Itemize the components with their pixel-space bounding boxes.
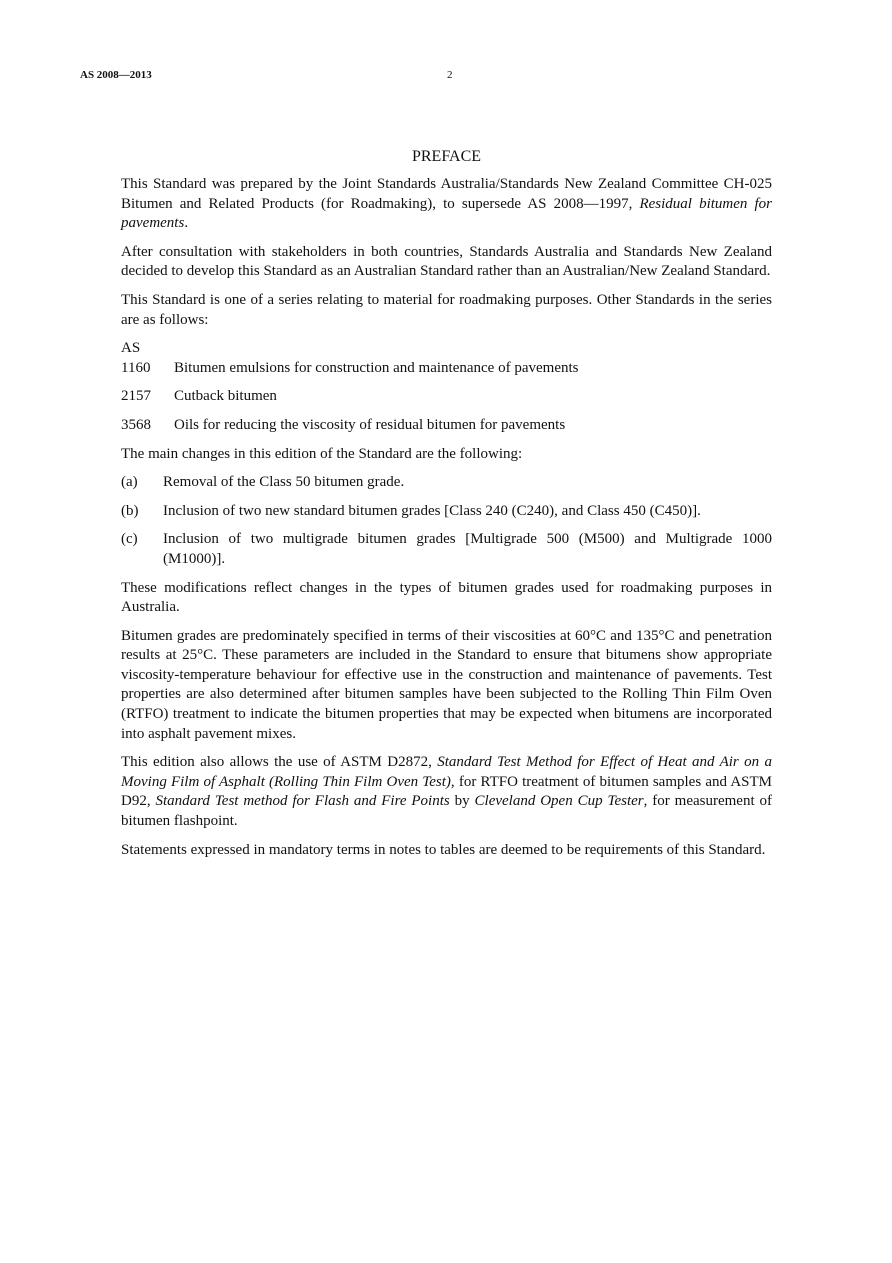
paragraph-mandatory-statements: Statements expressed in mandatory terms in notes to tables are deemed to be requirements of this Standard.	[121, 841, 766, 858]
change-item-label: (c)	[121, 531, 138, 548]
change-item-text: Inclusion of two multigrade bitumen grades [Multigrade 500 (M500) and Multigrade 1000 (M1000)].	[163, 531, 772, 567]
cleveland-tester-title: Cleveland Open Cup Tester	[474, 793, 644, 810]
change-item-label: (b)	[121, 502, 139, 519]
paragraph-test-methods: This edition also allows the use of ASTM D2872, Standard Test Method for Effect of Heat and Air on a Moving Film of Asphalt (Rolling Thin Film Oven Test), for RTFO treatment of bitumen samples and ASTM D92, Standard Test method for Flash and Fire Points by Cleveland Open Cup Tester, for measurement of bitumen flashpoint.	[121, 754, 772, 830]
series-heading: AS	[121, 340, 141, 357]
preface-content	[121, 147, 772, 869]
paragraph-modifications: These modifications reflect changes in the types of bitumen grades used for roadmaking purposes in Australia.	[121, 579, 772, 616]
change-item	[121, 530, 772, 569]
preface-title: PREFACE	[411, 148, 482, 165]
change-item-text: Removal of the Class 50 bitumen grade.	[163, 474, 405, 491]
astm-d2872-title: Standard Test Method for Effect of Heat and Air on a Moving Film of Asphalt (Rolling Thin Film Oven Test)	[121, 754, 772, 790]
series-item-number: 1160	[121, 359, 151, 376]
superseded-standard-title: Residual bitumen for pavements	[121, 195, 772, 232]
series-item	[121, 387, 772, 407]
standard-id: AS 2008—2013	[80, 69, 152, 81]
change-item	[121, 473, 772, 493]
paragraph-changes-intro: The main changes in this edition of the Standard are the following:	[121, 445, 523, 462]
series-item	[121, 359, 772, 379]
change-item-text: Inclusion of two new standard bitumen grades [Class 240 (C240), and Class 450 (C450)].	[163, 502, 701, 519]
astm-d92-title: Standard Test method for Flash and Fire Points	[155, 793, 450, 810]
change-item	[121, 502, 772, 522]
paragraph-series-intro: This Standard is one of a series relating to material for roadmaking purposes. Other Standards in the series are as follows:	[121, 291, 772, 328]
series-item-title: Oils for reducing the viscosity of residual bitumen for pavements	[174, 416, 566, 433]
series-item-number: 3568	[121, 416, 151, 433]
series-item	[121, 416, 772, 436]
series-item-title: Bitumen emulsions for construction and maintenance of pavements	[174, 359, 579, 376]
change-item-label: (a)	[121, 474, 138, 491]
paragraph-bitumen-grades: Bitumen grades are predominately specified in terms of their viscosities at 60°C and 135°C and penetration results at 25°C. These parameters are included in the Standard to ensure that bitumens show appropriate viscosity-temperature behaviour for effective use in the construction and maintenance of pavements. Test properties are also determined after bitumen samples have been subjected to the Rolling Thin Film Oven (RTFO) treatment to indicate the bitumen properties that may be expected when bitumens are incorporated into asphalt pavement mixes.	[121, 627, 772, 742]
paragraph-consultation: After consultation with stakeholders in both countries, Standards Australia and Standards New Zealand decided to develop this Standard as an Australian Standard rather than an Australian/New Zealand Standard.	[121, 243, 772, 280]
page-number: 2	[447, 69, 453, 81]
series-item-title: Cutback bitumen	[174, 388, 277, 405]
series-item-number: 2157	[121, 388, 151, 405]
paragraph-committee: This Standard was prepared by the Joint Standards Australia/Standards New Zealand Committee CH-025 Bitumen and Related Products (for Roadmaking), to supersede AS 2008—1997, Residual bitumen for pavements.	[121, 176, 772, 232]
